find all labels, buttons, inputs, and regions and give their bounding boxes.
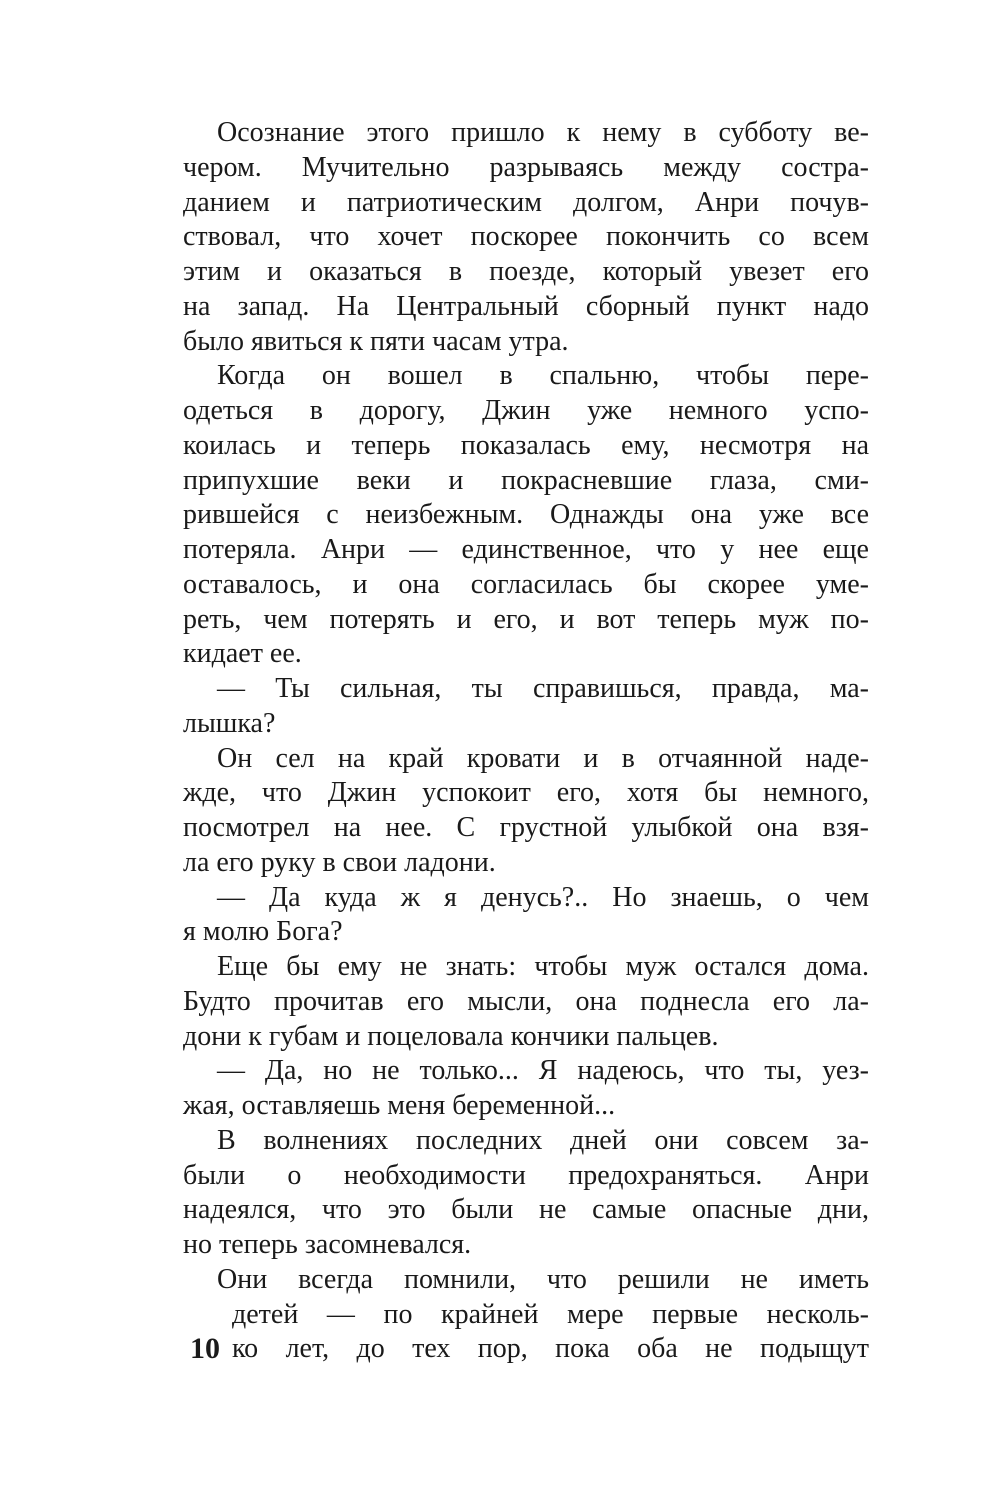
text-line: ла его руку в свои ладони. [183,846,496,878]
text-line: рившейся с неизбежным. Однажды она уже все [183,499,869,531]
text-line: данием и патриотическим долгом, Анри почув- [183,186,869,218]
text-line: надеялся, что это были не самые опасные дни, [183,1194,869,1226]
page-number: 10 [190,1332,220,1365]
text-line: ствовал, что хочет поскорее покончить со всем [183,221,869,253]
text-line: Когда он вошел в спальню, чтобы пере- [217,360,869,392]
text-line: я молю Бога? [183,916,343,948]
text-line: Будто прочитав его мысли, она поднесла его ла- [183,985,869,1017]
text-line: — Да, но не только... Я надеюсь, что ты, уез- [217,1055,869,1087]
text-line: припухшие веки и покрасневшие глаза, сми- [183,464,869,496]
text-line: но теперь засомневался. [183,1229,472,1260]
text-line: на запад. На Центральный сборный пункт надо [183,290,869,322]
text-line: Осознание этого пришло к нему в субботу ве- [217,117,869,148]
text-line: — Да куда ж я денусь?.. Но знаешь, о чем [217,881,869,913]
text-line: дони к губам и поцеловала кончики пальцев. [183,1020,719,1052]
text-line: были о необходимости предохраняться. Анри [183,1159,869,1191]
text-line: жде, что Джин успокоит его, хотя бы немного, [183,777,869,809]
text-line: В волнениях последних дней они совсем за- [217,1124,869,1156]
text-line: жая, оставляешь меня беременной... [183,1090,616,1121]
text-line: ко лет, до тех пор, пока оба не подыщут [232,1333,869,1365]
text-line: чером. Мучительно разрываясь между состра- [183,151,869,183]
text-line: Они всегда помнили, что решили не иметь [217,1263,869,1295]
text-line: лышка? [183,707,276,739]
text-line: этим и оказаться в поезде, который увезет его [183,256,869,287]
text-line: посмотрел на нее. С грустной улыбкой она взя- [183,812,869,843]
text-line: оставалось, и она согласилась бы скорее уме- [183,568,869,600]
text-line: потеряла. Анри — единственное, что у нее еще [183,534,869,565]
text-line: кидает ее. [183,638,302,670]
text-line: детей — по крайней мере первые несколь- [232,1298,869,1330]
body-text [183,116,869,1367]
text-line: коилась и теперь показалась ему, несмотря на [183,429,869,461]
text-line: — Ты сильная, ты справишься, правда, ма- [217,673,869,704]
text-line: одеться в дорогу, Джин уже немного успо- [183,395,869,426]
text-line: реть, чем потерять и его, и вот теперь муж по- [183,603,869,635]
text-line: было явиться к пяти часам утра. [183,325,569,357]
text-line: Он сел на край кровати и в отчаянной наде- [217,742,869,774]
text-line: Еще бы ему не знать: чтобы муж остался дома. [217,951,869,982]
